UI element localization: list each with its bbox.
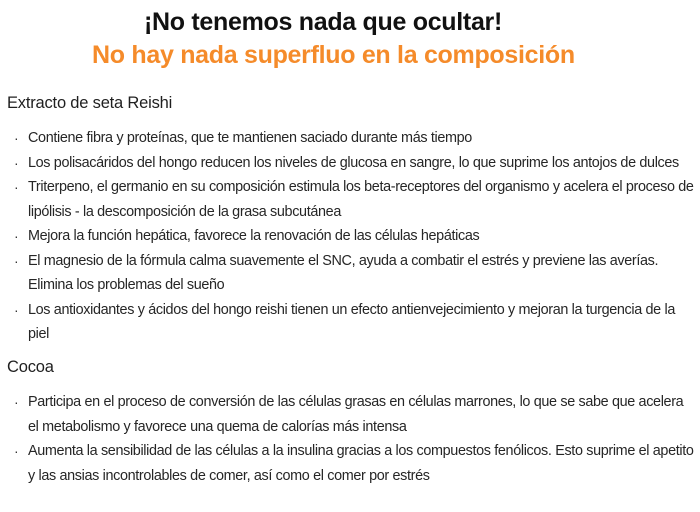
- list-item-text: Triterpeno, el germanio en su composición estimula los beta-receptores del organismo y acelera el proceso de lipólisis - la descomposición de la grasa subcutánea: [28, 179, 694, 220]
- list-item: [0, 126, 700, 151]
- section-title-reishi: Extracto de seta Reishi: [7, 94, 173, 112]
- bullet-dot-icon: ·: [14, 394, 19, 410]
- list-item-text: Los antioxidantes y ácidos del hongo reishi tienen un efecto antienvejecimiento y mejoran la turgencia de la piel: [28, 301, 675, 342]
- page-headline: ¡No tenemos nada que ocultar!: [144, 8, 503, 36]
- reishi-benefit-list: [0, 126, 700, 347]
- list-item-text: Participa en el proceso de conversión de las células grasas en células marrones, lo que se sabe que acelera el metabolismo y favorece una quema de calorías más intensa: [28, 394, 684, 435]
- section-title-cocoa: Cocoa: [7, 358, 54, 376]
- list-item-text: Contiene fibra y proteínas, que te mantienen saciado durante más tiempo: [28, 130, 472, 146]
- list-item: [0, 298, 700, 347]
- list-item-text: Aumenta la sensibilidad de las células a la insulina gracias a los compuestos fenólicos. Esto suprime el apetito y las ansias incontrolables de comer, así como el comer por estrés: [28, 443, 694, 484]
- list-item: [0, 390, 700, 439]
- list-item: [0, 175, 700, 224]
- bullet-dot-icon: ·: [14, 154, 19, 171]
- bullet-dot-icon: ·: [14, 179, 19, 195]
- list-item-text: El magnesio de la fórmula calma suavemente el SNC, ayuda a combatir el estrés y previene las averías. Elimina los problemas del sueño: [28, 252, 659, 293]
- cocoa-benefit-list: [0, 390, 700, 488]
- bullet-dot-icon: ·: [14, 443, 19, 459]
- list-item-text: Los polisacáridos del hongo reducen los niveles de glucosa en sangre, lo que suprime los antojos de dulces: [28, 154, 679, 171]
- list-item: [0, 439, 700, 488]
- list-item: [0, 249, 700, 298]
- list-item-text: Mejora la función hepática, favorece la renovación de las células hepáticas: [28, 228, 480, 244]
- list-item: [0, 224, 700, 249]
- bullet-dot-icon: ·: [14, 130, 19, 146]
- page-subheadline: No hay nada superfluo en la composición: [92, 41, 575, 69]
- bullet-dot-icon: ·: [14, 252, 19, 269]
- list-item: [0, 151, 700, 176]
- bullet-dot-icon: ·: [14, 228, 19, 244]
- bullet-dot-icon: ·: [14, 301, 19, 318]
